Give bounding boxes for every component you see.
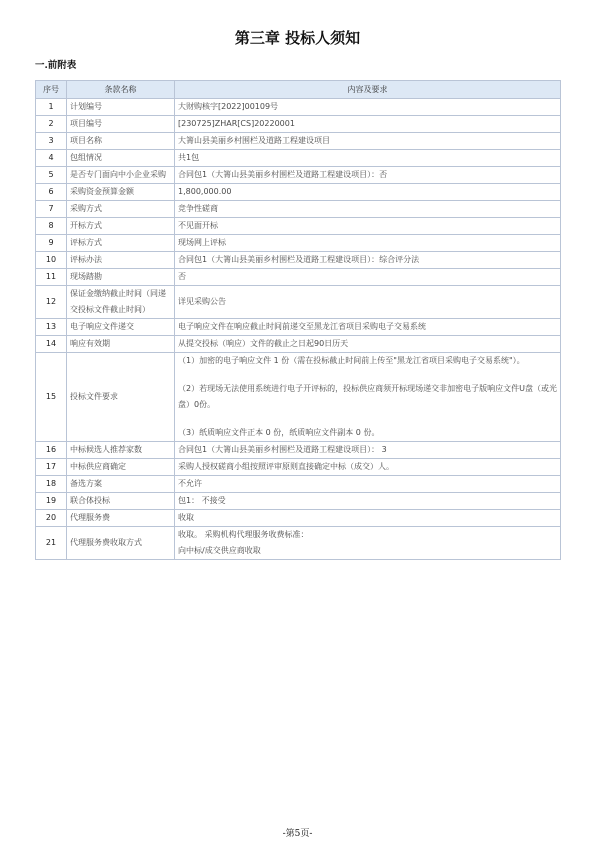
table-row — [36, 476, 561, 493]
row-content — [175, 353, 561, 442]
row-number: 11 — [36, 269, 67, 286]
row-content: 不见面开标 — [175, 218, 561, 235]
row-number: 9 — [36, 235, 67, 252]
row-content: 合同包1（大箐山县美丽乡村围栏及道路工程建设项目）：否 — [175, 167, 561, 184]
row-name: 中标供应商确定 — [67, 459, 175, 476]
row-name: 包组情况 — [67, 150, 175, 167]
content-paragraph: （2）若现场无法使用系统进行电子开评标的，投标供应商须开标现场递交非加密电子版响应文件U盘（或光盘）0份。 — [178, 384, 557, 409]
content-paragraph: （1）加密的电子响应文件 1 份（需在投标截止时间前上传至"黑龙江省项目采购电子交易系统"）。 — [178, 356, 525, 365]
row-name: 代理服务费收取方式 — [67, 527, 175, 560]
row-number: 8 — [36, 218, 67, 235]
row-number: 5 — [36, 167, 67, 184]
section-heading: 一.前附表 — [35, 60, 77, 71]
row-content: 收取 — [175, 510, 561, 527]
row-content: 采购人授权磋商小组按照评审原则直接确定中标（成交）人。 — [175, 459, 561, 476]
row-content — [175, 527, 561, 560]
row-content: 1,800,000.00 — [175, 184, 561, 201]
content-paragraph: 收取。 采购机构代理服务收费标准： — [178, 530, 309, 539]
table-row — [36, 493, 561, 510]
row-content: 不允许 — [175, 476, 561, 493]
row-name: 项目名称 — [67, 133, 175, 150]
row-content: 电子响应文件在响应截止时间前递交至黑龙江省项目采购电子交易系统 — [175, 319, 561, 336]
table-row — [36, 527, 561, 560]
row-content: 竞争性磋商 — [175, 201, 561, 218]
table-row — [36, 167, 561, 184]
row-number: 6 — [36, 184, 67, 201]
row-name: 采购资金预算金额 — [67, 184, 175, 201]
table-row — [36, 235, 561, 252]
row-number: 13 — [36, 319, 67, 336]
chapter-title: 第三章 投标人须知 — [234, 29, 361, 47]
row-number: 18 — [36, 476, 67, 493]
row-name: 备选方案 — [67, 476, 175, 493]
table-row — [36, 286, 561, 319]
table-row — [36, 184, 561, 201]
table-row — [36, 150, 561, 167]
row-name: 投标文件要求 — [67, 353, 175, 442]
table-row — [36, 218, 561, 235]
row-name: 电子响应文件递交 — [67, 319, 175, 336]
table-row — [36, 459, 561, 476]
table-row — [36, 116, 561, 133]
content-paragraph: 向中标/成交供应商收取 — [178, 546, 261, 555]
header-content: 内容及要求 — [175, 81, 561, 99]
row-number: 3 — [36, 133, 67, 150]
row-number: 2 — [36, 116, 67, 133]
row-number: 7 — [36, 201, 67, 218]
row-number: 17 — [36, 459, 67, 476]
row-content: [230725]ZHAR[CS]20220001 — [175, 116, 561, 133]
row-name: 评标办法 — [67, 252, 175, 269]
row-name: 响应有效期 — [67, 336, 175, 353]
content-paragraph: （3）纸质响应文件正本 0 份，纸质响应文件副本 0 份。 — [178, 428, 380, 437]
row-name: 保证金缴纳截止时间（同递交投标文件截止时间） — [67, 286, 175, 319]
row-number: 19 — [36, 493, 67, 510]
row-name: 代理服务费 — [67, 510, 175, 527]
table-row — [36, 269, 561, 286]
page-number: -第5页- — [282, 829, 313, 839]
row-content: 大箐山县美丽乡村围栏及道路工程建设项目 — [175, 133, 561, 150]
row-name: 联合体投标 — [67, 493, 175, 510]
table-row — [36, 133, 561, 150]
row-number: 21 — [36, 527, 67, 560]
row-number: 15 — [36, 353, 67, 442]
table-row — [36, 336, 561, 353]
table-row — [36, 99, 561, 116]
row-number: 14 — [36, 336, 67, 353]
row-content: 合同包1（大箐山县美丽乡村围栏及道路工程建设项目）：综合评分法 — [175, 252, 561, 269]
header-name: 条款名称 — [67, 81, 175, 99]
row-content: 共1包 — [175, 150, 561, 167]
table-header-row — [36, 81, 561, 99]
row-content: 否 — [175, 269, 561, 286]
row-content: 详见采购公告 — [175, 286, 561, 319]
row-number: 10 — [36, 252, 67, 269]
row-name: 采购方式 — [67, 201, 175, 218]
row-content: 从提交投标（响应）文件的截止之日起90日历天 — [175, 336, 561, 353]
row-name: 开标方式 — [67, 218, 175, 235]
row-name: 评标方式 — [67, 235, 175, 252]
table-row — [36, 319, 561, 336]
row-content: 大财购核字[2022]00109号 — [175, 99, 561, 116]
table-row — [36, 442, 561, 459]
row-number: 4 — [36, 150, 67, 167]
table-row — [36, 201, 561, 218]
row-number: 16 — [36, 442, 67, 459]
row-content: 包1： 不接受 — [175, 493, 561, 510]
row-name: 计划编号 — [67, 99, 175, 116]
header-no: 序号 — [36, 81, 67, 99]
row-name: 是否专门面向中小企业采购 — [67, 167, 175, 184]
row-content: 合同包1（大箐山县美丽乡村围栏及道路工程建设项目）： 3 — [175, 442, 561, 459]
row-number: 12 — [36, 286, 67, 319]
row-name: 中标候选人推荐家数 — [67, 442, 175, 459]
table-row — [36, 353, 561, 442]
row-number: 20 — [36, 510, 67, 527]
row-number: 1 — [36, 99, 67, 116]
table-row — [36, 252, 561, 269]
table-row — [36, 510, 561, 527]
row-name: 项目编号 — [67, 116, 175, 133]
row-name: 现场踏勘 — [67, 269, 175, 286]
front-table — [35, 80, 561, 560]
row-content: 现场网上评标 — [175, 235, 561, 252]
